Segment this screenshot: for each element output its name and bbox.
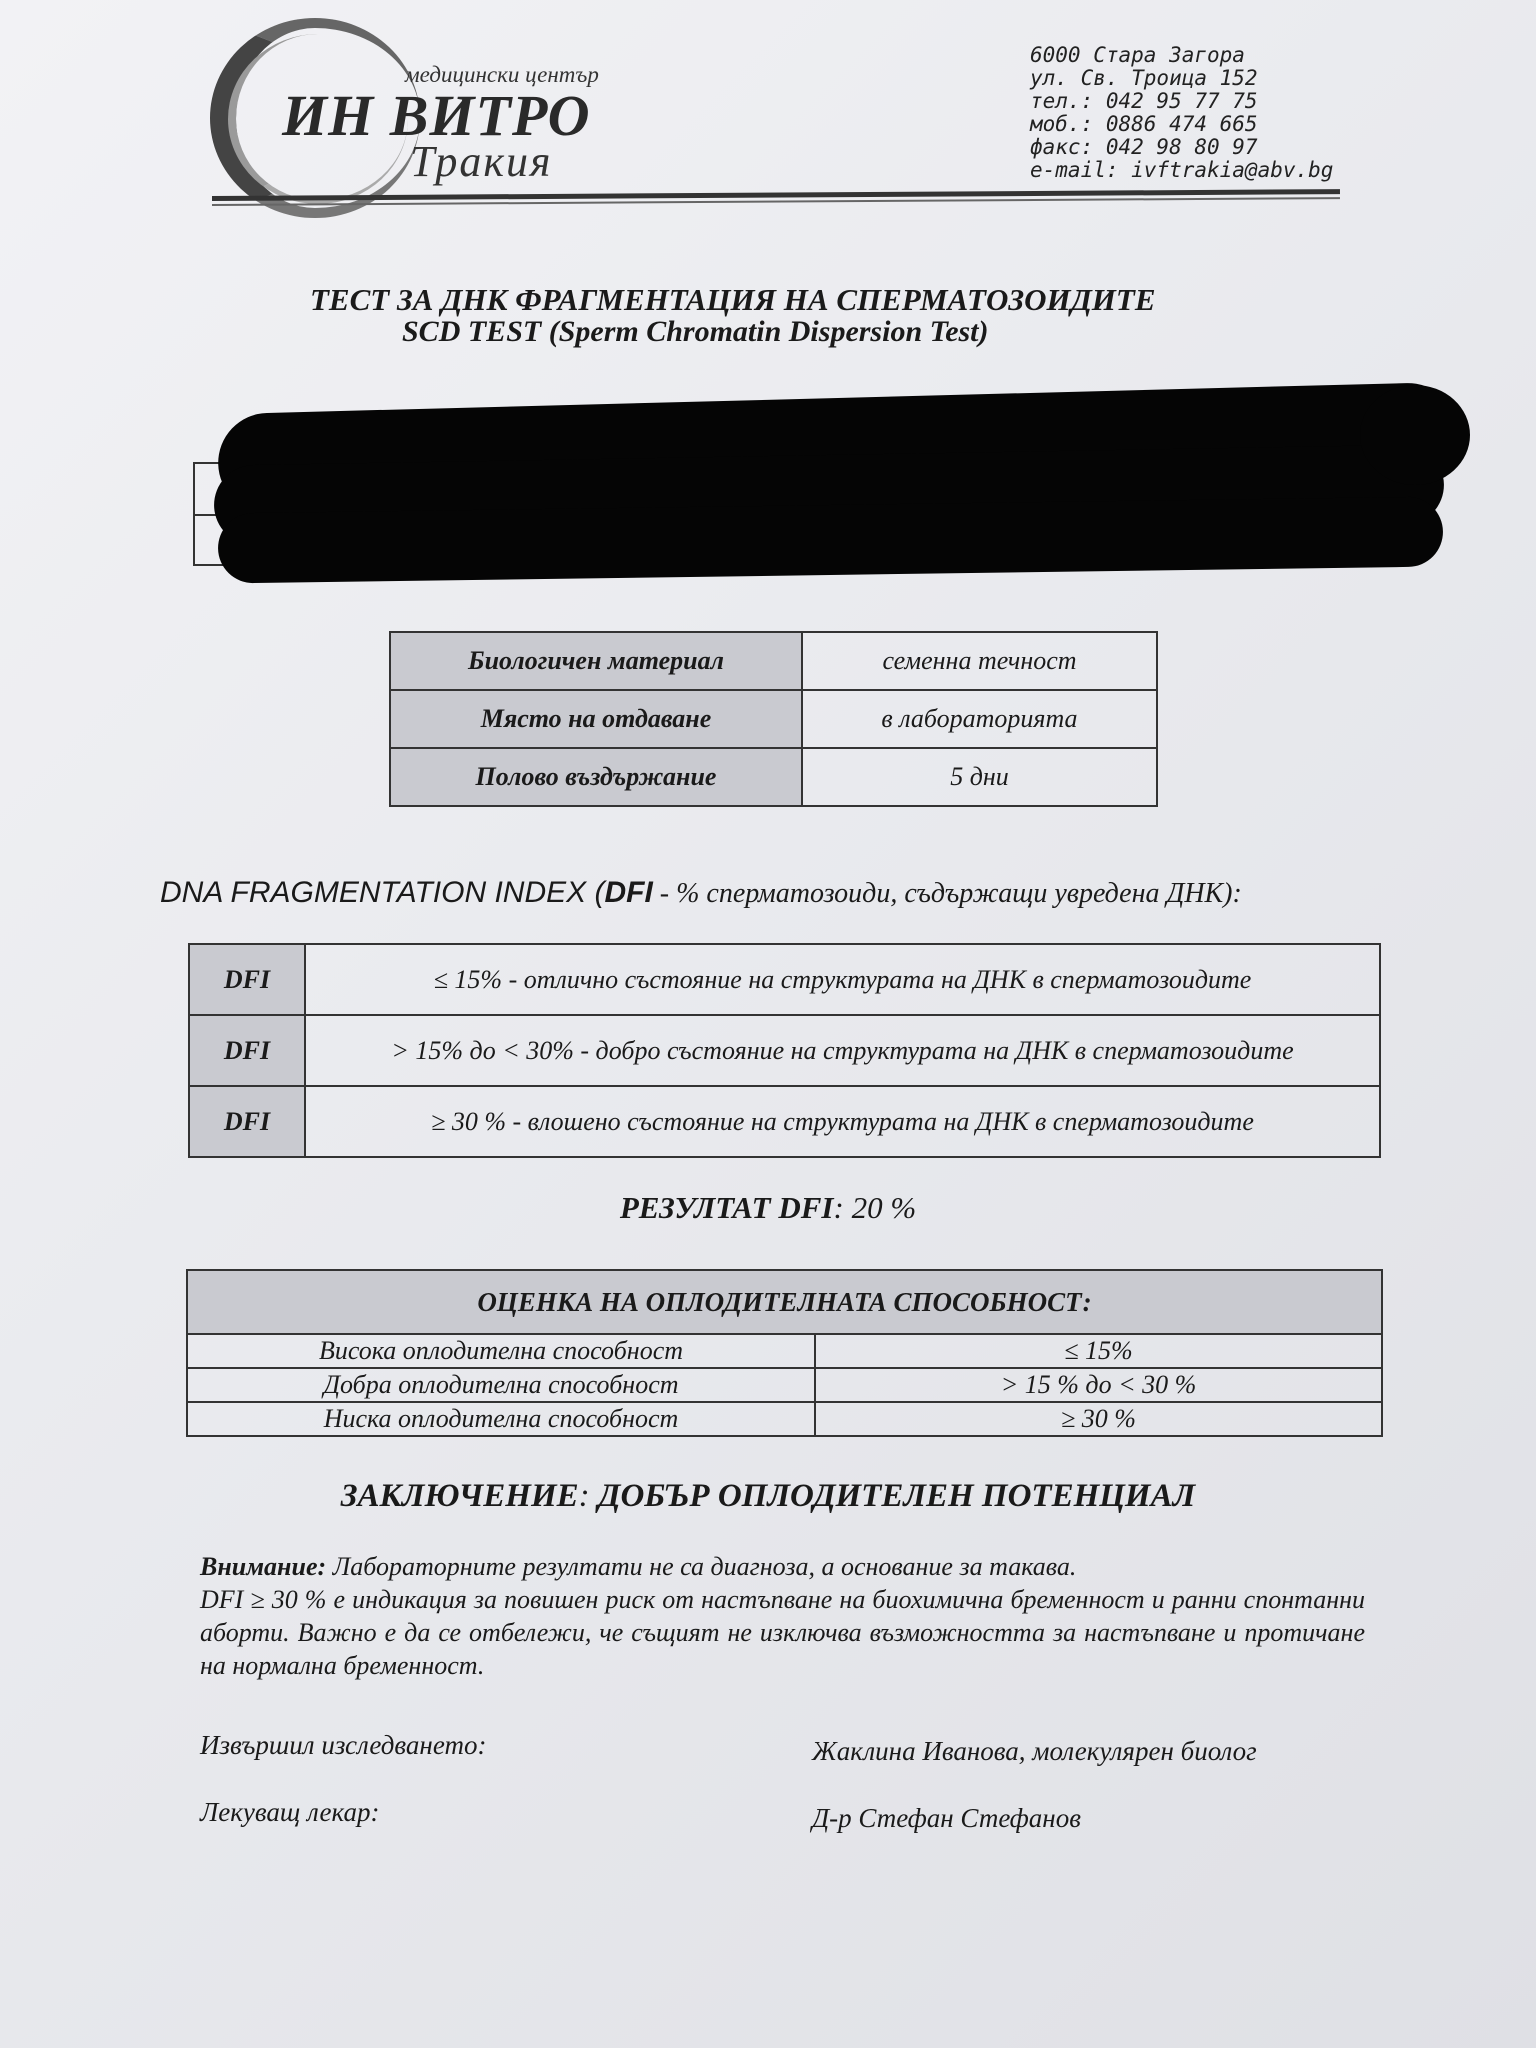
signature-name: Жаклина Иванова, молекулярен биолог [812,1736,1257,1766]
logo-subtitle: Тракия [410,137,553,186]
contact-block [1030,44,1333,182]
fertility-table [186,1269,1383,1437]
result-value: : 20 % [833,1190,917,1225]
dfi-description: ≥ 30 % - влошено състояние на структурата на ДНК в сперматозоидите [305,1086,1380,1157]
conclusion-separator: : [578,1478,590,1514]
dfi-heading-bold: DFI [604,876,653,909]
document-subtitle: SCD TEST (Sperm Chromatin Dispersion Test) [402,315,989,348]
document-title: ТЕСТ ЗА ДНК ФРАГМЕНТАЦИЯ НА СПЕРМАТОЗОИДИТЕ [310,282,1156,317]
signature-label: Лекуващ лекар: [200,1797,380,1827]
table-row [187,1270,1382,1334]
sample-label: Място на отдаване [390,690,802,748]
table-row [189,1086,1380,1157]
dfi-key: DFI [189,944,305,1015]
sample-table [389,631,1158,807]
sample-value: в лабораторията [802,690,1157,748]
fertility-label: Добра оплодителна способност [187,1368,815,1402]
signature-label: Извършил изследването: [200,1730,487,1760]
warning-text: DFI ≥ 30 % е индикация за повишен риск от настъпване на биохимична бременност и ранни спонтанни аборти. Важно е да се отбележи, че същият не изключва възможността за настъпване и протичане на нормална бременност. [200,1585,1365,1680]
dfi-result [0,1190,1536,1226]
sample-label: Полово въздържание [390,748,802,806]
conclusion-value: ДОБЪР ОПЛОДИТЕЛЕН ПОТЕНЦИАЛ [589,1478,1196,1514]
sample-value: 5 дни [802,748,1157,806]
table-row [390,690,1157,748]
dfi-heading [160,876,1242,910]
warning-note [200,1550,1365,1682]
dfi-heading-suffix: - % сперматозоиди, съдържащи увредена ДНК): [652,878,1242,909]
conclusion-label: ЗАКЛЮЧЕНИЕ [340,1478,579,1514]
dfi-description: ≤ 15% - отлично състояние на структурата на ДНК в сперматозоидите [305,944,1380,1015]
fertility-range: ≥ 30 % [815,1402,1382,1436]
contact-line: e-mail: ivftrakia@abv.bg [1030,158,1334,182]
conclusion [0,1478,1536,1515]
signature-name: Д-р Стефан Стефанов [812,1803,1081,1833]
contact-line: моб.: 0886 474 665 [1030,112,1258,136]
table-row [390,748,1157,806]
dfi-table [188,943,1381,1158]
contact-line: 6000 Стара Загора [1030,43,1245,67]
fertility-range: ≤ 15% [815,1334,1382,1368]
result-label: РЕЗУЛТАТ DFI [619,1190,834,1225]
table-row [189,944,1380,1015]
sample-value: семенна течност [802,632,1157,690]
table-row [187,1334,1382,1368]
redaction-mark [1360,385,1470,485]
fertility-label: Висока оплодителна способност [187,1334,815,1368]
fertility-header: ОЦЕНКА НА ОПЛОДИТЕЛНАТА СПОСОБНОСТ: [187,1270,1382,1334]
dfi-heading-prefix: DNA FRAGMENTATION INDEX ( [160,876,605,909]
logo-caption: медицински център [405,62,599,87]
warning-label: Внимание: [200,1552,327,1581]
table-row [189,1015,1380,1086]
dfi-description: > 15% до < 30% - добро състояние на структурата на ДНК в сперматозоидите [305,1015,1380,1086]
fertility-range: > 15 % до < 30 % [815,1368,1382,1402]
fertility-label: Ниска оплодителна способност [187,1402,815,1436]
logo-name: ИН ВИТРО [282,83,591,148]
contact-line: факс: 042 98 80 97 [1030,135,1258,159]
dfi-key: DFI [189,1015,305,1086]
table-row [187,1368,1382,1402]
sample-label: Биологичен материал [390,632,802,690]
table-row [187,1402,1382,1436]
warning-line: Лабораторните резултати не са диагноза, а основание за такава. [326,1552,1077,1581]
contact-line: ул. Св. Троица 152 [1030,66,1258,90]
table-row [390,632,1157,690]
contact-line: тел.: 042 95 77 75 [1030,89,1258,113]
dfi-key: DFI [189,1086,305,1157]
